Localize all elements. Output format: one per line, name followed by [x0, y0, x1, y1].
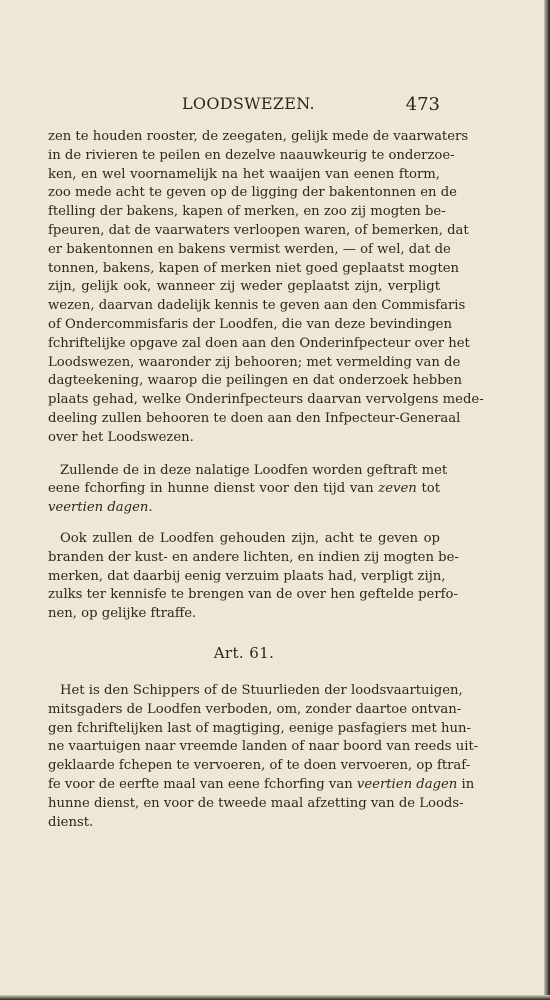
text-line: Het is den Schippers of de Stuurlieden der loodsvaartuigen, — [60, 682, 463, 698]
text-line: zijn, gelijk ook, wanneer zij weder geplaatst zijn, verpligt — [48, 279, 440, 295]
text-line: Ook zullen de Loodfen gehouden zijn, acht te geven op — [60, 530, 440, 546]
text-line: hunne dienst, en voor de tweede maal afzetting van de Loods- — [48, 795, 464, 811]
text-line: Loodswezen, waaronder zij behooren; met vermelding van de — [48, 354, 461, 370]
text-line: ftelling der bakens, kapen of merken, en zoo zij mogten be- — [48, 204, 446, 220]
article-heading: Art. 61. — [213, 643, 275, 662]
text-line: er bakentonnen en bakens vermist werden, — of wel, dat de — [48, 241, 451, 257]
text-line: zulks ter kennisfe te brengen van de over hen geftelde perfo- — [48, 587, 458, 603]
text-line: ne vaartuigen naar vreemde landen of naar boord van reeds uit- — [48, 739, 479, 755]
text-line: eene fchorfing in hunne dienst voor den tijd van zeven tot — [48, 481, 441, 497]
text-line: geklaarde fchepen te vervoeren, of te doen vervoeren, op ftraf- — [48, 758, 471, 774]
paragraph-1 — [48, 128, 484, 448]
text-line: fpeuren, dat de vaarwaters verloopen waren, of bemerken, dat — [48, 222, 469, 238]
paragraph-3 — [48, 530, 459, 624]
text-line: mitsgaders de Loodfen verboden, om, zonder daartoe ontvan- — [48, 701, 462, 717]
page-edge-shadow — [544, 0, 550, 1000]
text-line: zoo mede acht te geven op de ligging der bakentonnen en de — [48, 185, 457, 201]
text-line: fe voor de eerfte maal van eene fchorfing van veertien dagen in — [48, 776, 475, 792]
text-line: of Ondercommisfaris der Loodfen, die van deze bevindingen — [48, 316, 452, 332]
text-line: in de rivieren te peilen en dezelve naauwkeurig te onderzoe- — [48, 147, 455, 163]
paragraph-4 — [48, 682, 479, 832]
text-line: plaats gehad, welke Onderinfpecteurs daarvan vervolgens mede- — [48, 392, 484, 408]
text-line — [48, 499, 440, 518]
text-line: merken, dat daarbij eenig verzuim plaats had, verpligt zijn, — [48, 568, 446, 584]
text-line: dienst. — [48, 814, 94, 830]
text-line: gen fchriftelijken last of magtiging, eenige pasfagiers met hun- — [48, 720, 471, 736]
italic-phrase: veertien dagen. — [48, 500, 153, 516]
page-header — [48, 94, 440, 120]
text-line: deeling zullen behooren te doen aan den Infpecteur-Generaal — [48, 410, 461, 426]
text-line: branden der kust- en andere lichten, en indien zij mogten be- — [48, 549, 459, 565]
italic-phrase: zeven — [378, 481, 417, 497]
text-line: nen, op gelijke ftraffe. — [48, 606, 197, 622]
page-body — [48, 128, 484, 832]
text-line: ken, en wel voornamelijk na het waaijen van eenen ftorm, — [48, 166, 440, 182]
italic-phrase: veertien dagen — [356, 776, 458, 792]
text-line: zen te houden rooster, de zeegaten, gelijk mede de vaarwaters — [48, 129, 469, 144]
page-bottom-edge — [0, 995, 550, 1000]
text-line: over het Loodswezen. — [48, 429, 194, 445]
text-line: wezen, daarvan dadelijk kennis te geven aan den Commisfaris — [48, 298, 466, 314]
paragraph-2 — [48, 462, 448, 518]
text-line: fchriftelijke opgave zal doen aan den Onderinfpecteur over het — [48, 335, 470, 351]
text-line: dagteekening, waarop die peilingen en dat onderzoek hebben — [48, 373, 462, 389]
text-line: tonnen, bakens, kapen of merken niet goed geplaatst mogten — [48, 260, 460, 276]
page-number: 473 — [405, 94, 440, 115]
text-line: Zullende de in deze nalatige Loodfen worden geftraft met — [60, 462, 448, 478]
running-head: LOODSWEZEN. — [182, 94, 315, 113]
